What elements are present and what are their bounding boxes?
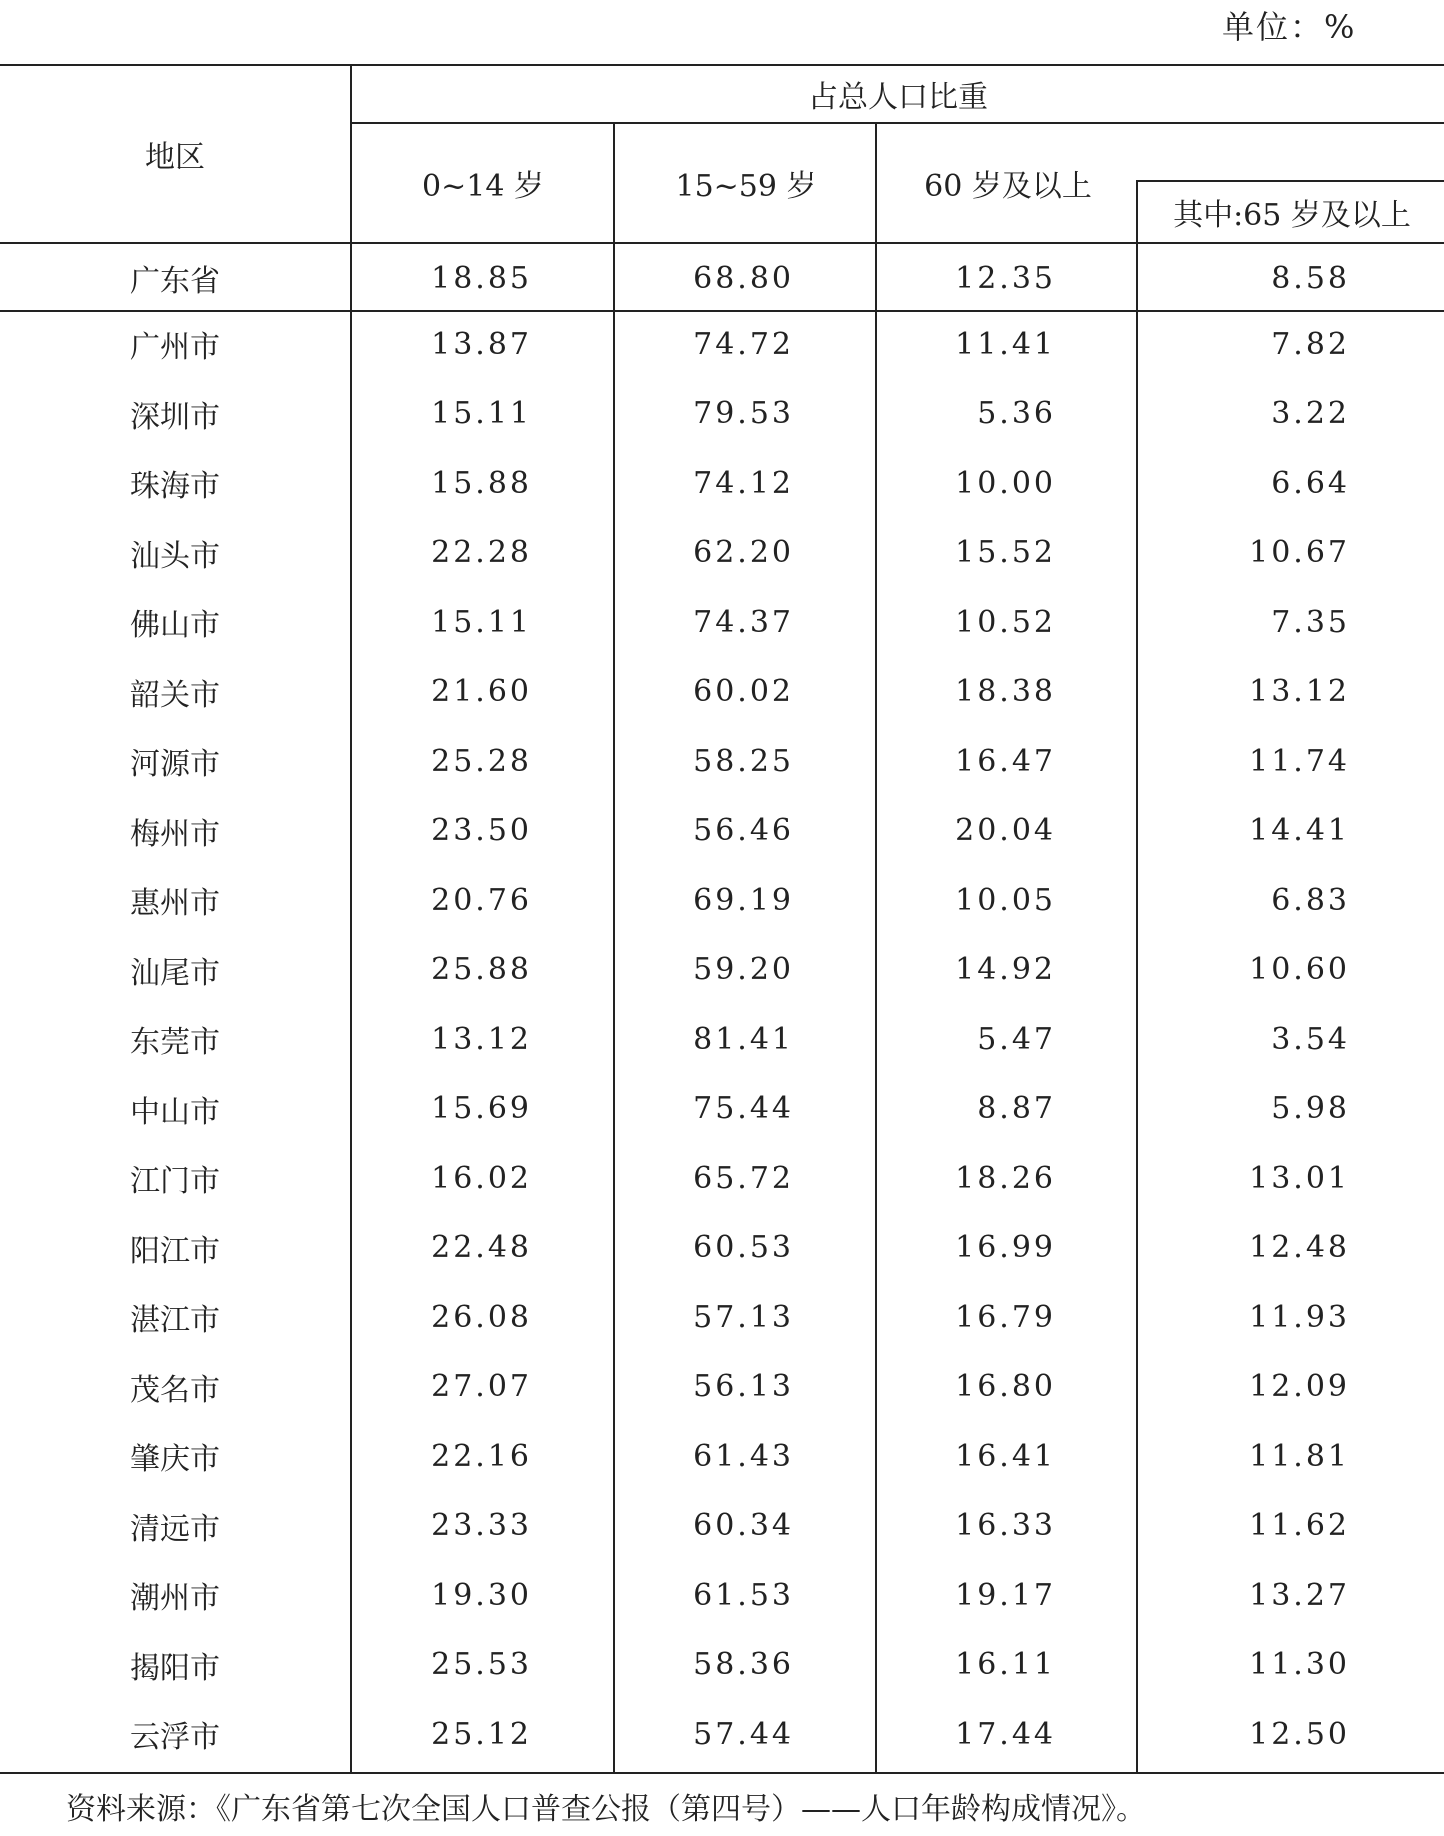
col-divider [1136, 180, 1138, 1774]
region-name: 东莞市 [130, 1025, 220, 1060]
share-60-plus: 17.44 [955, 1716, 1056, 1752]
share-15-59: 59.20 [693, 952, 794, 987]
source-note: 资料来源：《广东省第七次全国人口普查公报（第四号）——人口年龄构成情况》。 [66, 1792, 1146, 1827]
share-0-14: 25.28 [431, 743, 532, 779]
share-15-59: 60.53 [693, 1230, 794, 1265]
share-15-59: 74.72 [693, 326, 794, 362]
share-60-plus: 20.04 [955, 813, 1056, 848]
share-0-14: 15.11 [431, 396, 532, 431]
share-0-14: 27.07 [431, 1369, 532, 1404]
region-name: 肇庆市 [130, 1442, 220, 1477]
share-60-plus: 8.87 [977, 1091, 1056, 1126]
share-60-plus: 18.26 [955, 1160, 1056, 1196]
share-60-plus: 16.33 [955, 1508, 1056, 1543]
share-60-plus: 18.38 [955, 674, 1056, 709]
share-0-14: 22.16 [431, 1438, 532, 1474]
share-0-14: 15.88 [431, 465, 532, 501]
region-name: 河源市 [130, 747, 220, 782]
share-0-14: 26.08 [431, 1299, 532, 1335]
share-0-14: 13.87 [431, 326, 532, 362]
share-60-plus: 16.47 [955, 743, 1056, 779]
share-15-59: 57.13 [693, 1299, 794, 1335]
share-0-14: 22.28 [431, 535, 532, 570]
share-65-plus: 11.30 [1249, 1647, 1350, 1682]
share-15-59: 60.02 [693, 674, 794, 709]
region-name: 茂名市 [130, 1372, 220, 1408]
unit-label: 单位：% [1222, 8, 1357, 46]
header-age-15-59: 15~59 岁 [675, 169, 817, 204]
share-15-59: 75.44 [693, 1091, 794, 1126]
share-65-plus: 5.98 [1271, 1091, 1350, 1126]
header-group: 占总人口比重 [808, 80, 988, 115]
share-65-plus: 14.41 [1249, 813, 1350, 848]
col-divider [613, 122, 615, 1774]
region-name: 韶关市 [130, 677, 220, 713]
share-0-14: 15.11 [431, 604, 532, 640]
share-60-plus: 16.41 [955, 1438, 1056, 1474]
share-0-14: 15.69 [431, 1091, 532, 1126]
share-65-plus: 3.22 [1271, 396, 1350, 431]
province-rule [0, 310, 1444, 312]
share-60-plus: 16.99 [955, 1230, 1056, 1265]
header-age-0-14: 0~14 岁 [422, 169, 544, 204]
region-name: 佛山市 [130, 608, 220, 643]
col-divider [350, 64, 352, 1774]
share-15-59: 68.80 [693, 260, 794, 296]
share-65-plus: 11.81 [1249, 1438, 1350, 1474]
share-60-plus: 19.17 [955, 1577, 1056, 1613]
region-name: 深圳市 [130, 399, 220, 435]
share-15-59: 57.44 [693, 1716, 794, 1752]
share-15-59: 74.12 [693, 465, 794, 501]
share-15-59: 56.46 [693, 813, 794, 848]
share-15-59: 56.13 [693, 1369, 794, 1404]
share-65-plus: 6.64 [1271, 465, 1350, 501]
region-name: 珠海市 [130, 469, 220, 504]
share-0-14: 25.12 [431, 1716, 532, 1752]
share-0-14: 23.50 [431, 813, 532, 848]
region-name: 阳江市 [130, 1233, 220, 1269]
region-name: 江门市 [130, 1164, 220, 1199]
share-15-59: 58.36 [693, 1647, 794, 1682]
region-name: 清远市 [130, 1511, 220, 1547]
share-15-59: 61.43 [693, 1438, 794, 1474]
share-0-14: 19.30 [431, 1577, 532, 1613]
region-name: 惠州市 [130, 886, 220, 921]
share-15-59: 62.20 [693, 535, 794, 570]
group-rule [351, 122, 1444, 124]
share-0-14: 16.02 [431, 1160, 532, 1196]
share-15-59: 61.53 [693, 1577, 794, 1613]
share-65-plus: 12.50 [1249, 1716, 1350, 1752]
share-0-14: 21.60 [431, 674, 532, 709]
share-0-14: 20.76 [431, 882, 532, 918]
share-15-59: 74.37 [693, 604, 794, 640]
share-60-plus: 11.41 [955, 326, 1056, 362]
share-60-plus: 16.11 [955, 1647, 1056, 1682]
share-15-59: 65.72 [693, 1160, 794, 1196]
share-60-plus: 16.79 [955, 1299, 1056, 1335]
share-60-plus: 16.80 [955, 1369, 1056, 1404]
region-name: 潮州市 [130, 1581, 220, 1616]
share-65-plus: 11.62 [1249, 1508, 1350, 1543]
header-age-65-plus: 其中:65 岁及以上 [1173, 198, 1411, 233]
region-name: 云浮市 [130, 1720, 220, 1755]
region-name: 梅州市 [130, 816, 220, 852]
share-15-59: 79.53 [693, 396, 794, 431]
top-rule [0, 64, 1444, 66]
share-65-plus: 12.09 [1249, 1369, 1350, 1404]
share-65-plus: 6.83 [1271, 882, 1350, 918]
col-divider [875, 122, 877, 1774]
share-60-plus: 10.05 [955, 882, 1056, 918]
header-rule [0, 242, 1444, 244]
share-0-14: 25.88 [431, 952, 532, 987]
share-65-plus: 3.54 [1271, 1021, 1350, 1057]
share-60-plus: 10.00 [955, 465, 1056, 501]
region-name: 广东省 [130, 264, 220, 299]
share-65-plus: 10.67 [1249, 535, 1350, 570]
share-0-14: 25.53 [431, 1647, 532, 1682]
share-60-plus: 15.52 [955, 535, 1056, 570]
region-name: 广州市 [130, 330, 220, 365]
share-65-plus: 11.74 [1249, 743, 1350, 779]
share-65-plus: 12.48 [1249, 1230, 1350, 1265]
share-65-plus: 8.58 [1271, 260, 1350, 296]
sub-rule [1136, 180, 1444, 182]
share-60-plus: 12.35 [955, 260, 1056, 296]
share-65-plus: 10.60 [1249, 952, 1350, 987]
region-name: 中山市 [130, 1094, 220, 1130]
share-0-14: 23.33 [431, 1508, 532, 1543]
bottom-rule [0, 1772, 1444, 1774]
share-15-59: 60.34 [693, 1508, 794, 1543]
share-65-plus: 13.12 [1249, 674, 1350, 709]
share-15-59: 58.25 [693, 743, 794, 779]
header-region: 地区 [145, 140, 205, 175]
share-15-59: 81.41 [693, 1021, 794, 1057]
share-60-plus: 5.47 [977, 1021, 1056, 1057]
share-65-plus: 13.01 [1249, 1160, 1350, 1196]
share-65-plus: 11.93 [1249, 1299, 1350, 1335]
share-15-59: 69.19 [693, 882, 794, 918]
share-60-plus: 5.36 [977, 396, 1056, 431]
region-name: 揭阳市 [130, 1650, 220, 1686]
share-0-14: 13.12 [431, 1021, 532, 1057]
share-60-plus: 14.92 [955, 952, 1056, 987]
share-60-plus: 10.52 [955, 604, 1056, 640]
share-65-plus: 7.35 [1271, 604, 1350, 640]
region-name: 汕头市 [130, 538, 220, 574]
share-65-plus: 13.27 [1249, 1577, 1350, 1613]
region-name: 湛江市 [130, 1303, 220, 1338]
region-name: 汕尾市 [130, 955, 220, 991]
share-0-14: 18.85 [431, 260, 532, 296]
header-age-60-plus: 60 岁及以上 [924, 169, 1092, 204]
share-0-14: 22.48 [431, 1230, 532, 1265]
share-65-plus: 7.82 [1271, 326, 1350, 362]
